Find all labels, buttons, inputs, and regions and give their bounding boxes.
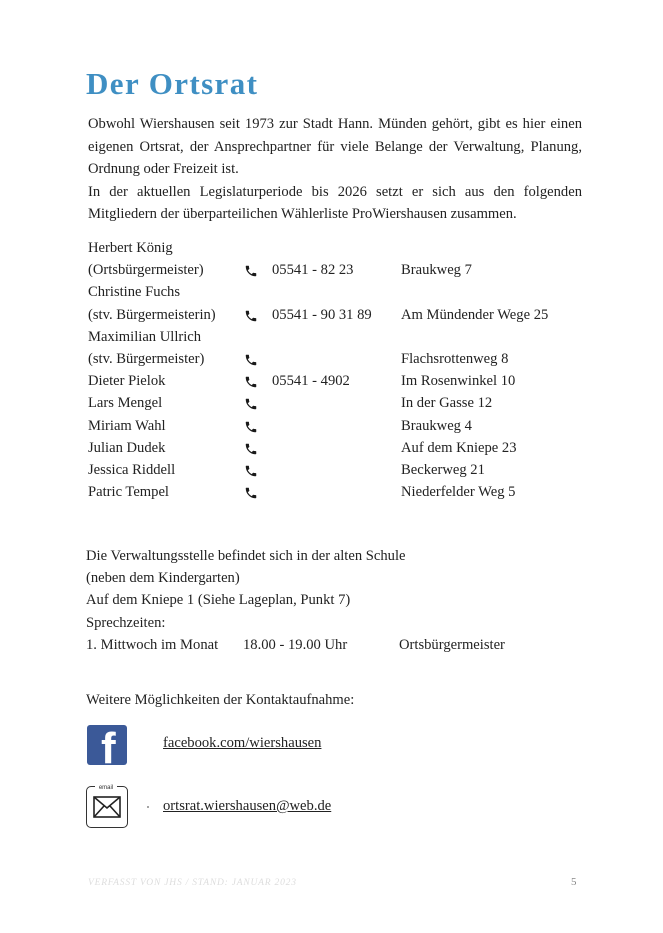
member-row (88, 481, 578, 503)
office-hours-day: 1. Mittwoch im Monat (86, 636, 219, 653)
member-phone[interactable]: 05541 - 82 23 (272, 262, 354, 279)
email-link[interactable]: ortsrat.wiershausen@web.de (163, 798, 332, 814)
facebook-icon[interactable]: f (87, 725, 127, 765)
intro-text (88, 113, 582, 226)
member-address: Flachsrottenweg 8 (401, 350, 509, 367)
phone-icon (244, 442, 258, 456)
phone-icon (244, 486, 258, 500)
phone-icon (244, 420, 258, 434)
phone-icon (244, 464, 258, 478)
office-hours-row (86, 634, 586, 656)
contact-heading: Weitere Möglichkeiten der Kontaktaufnahme: (86, 692, 355, 708)
member-name: Dieter Pielok (88, 373, 166, 390)
office-hours-label: Sprechzeiten: (86, 614, 166, 631)
member-role: (stv. Bürgermeister) (88, 350, 205, 367)
member-name: Maximilian Ullrich (88, 328, 202, 345)
member-name-row (88, 237, 578, 259)
office-address: Auf dem Kniepe 1 (Siehe Lageplan, Punkt 7) (86, 592, 351, 609)
member-row (88, 348, 578, 370)
member-role: (Ortsbürgermeister) (88, 262, 204, 279)
office-location-note: (neben dem Kindergarten) (86, 570, 240, 587)
facebook-link[interactable]: facebook.com/wiershausen (163, 735, 322, 751)
member-phone[interactable]: 05541 - 4902 (272, 373, 350, 390)
member-row (88, 304, 578, 326)
member-address: Auf dem Kniepe 23 (401, 439, 517, 456)
member-name-row (88, 326, 578, 348)
member-name: Lars Mengel (88, 395, 163, 412)
phone-icon (244, 375, 258, 389)
office-info (86, 545, 586, 656)
member-list (88, 237, 578, 503)
member-name: Herbert König (88, 240, 173, 256)
member-address: Beckerweg 21 (401, 461, 485, 478)
member-name: Patric Tempel (88, 484, 169, 501)
office-hours-person: Ortsbürgermeister (399, 636, 505, 653)
member-row (88, 415, 578, 437)
member-name: Jessica Riddell (88, 461, 176, 478)
member-role: (stv. Bürgermeisterin) (88, 306, 216, 323)
member-address: Am Mündender Wege 25 (401, 306, 549, 323)
member-name: Miriam Wahl (88, 417, 166, 434)
footer-credit: VERFASST VON JHS / STAND: JANUAR 2023 (88, 878, 297, 888)
member-address: Braukweg 4 (401, 417, 472, 434)
member-row (88, 259, 578, 281)
phone-icon (244, 309, 258, 323)
intro-paragraph: Obwohl Wiershausen seit 1973 zur Stadt Hann. Münden gehört, gibt es hier einen eigenen Ortsrat, der Ansprechpartner für viele Belange der Verwaltung, Planung, Ordnung oder Freizeit ist. (88, 116, 582, 178)
office-hours-time: 18.00 - 19.00 Uhr (243, 636, 348, 653)
page-number: 5 (571, 876, 577, 888)
office-location: Die Verwaltungsstelle befindet sich in der alten Schule (86, 548, 406, 564)
email-icon-label: email (95, 784, 117, 792)
member-row (88, 437, 578, 459)
page-title: Der Ortsrat (86, 66, 259, 101)
member-address: Braukweg 7 (401, 262, 472, 279)
member-name: Christine Fuchs (88, 284, 181, 301)
phone-icon (244, 353, 258, 367)
member-address: In der Gasse 12 (401, 395, 493, 412)
member-name-row (88, 281, 578, 303)
intro-paragraph: In der aktuellen Legislaturperiode bis 2026 setzt er sich aus den folgenden Mitgliedern der überparteilichen Wählerliste ProWiershausen zusammen. (88, 183, 582, 223)
member-address: Im Rosenwinkel 10 (401, 373, 516, 390)
member-row (88, 459, 578, 481)
member-name: Julian Dudek (88, 439, 166, 456)
phone-icon (244, 397, 258, 411)
member-address: Niederfelder Weg 5 (401, 484, 516, 501)
member-phone[interactable]: 05541 - 90 31 89 (272, 306, 372, 323)
separator-dot (147, 806, 149, 808)
email-icon[interactable] (86, 786, 128, 828)
member-row (88, 370, 578, 392)
phone-icon (244, 264, 258, 278)
member-row (88, 392, 578, 414)
